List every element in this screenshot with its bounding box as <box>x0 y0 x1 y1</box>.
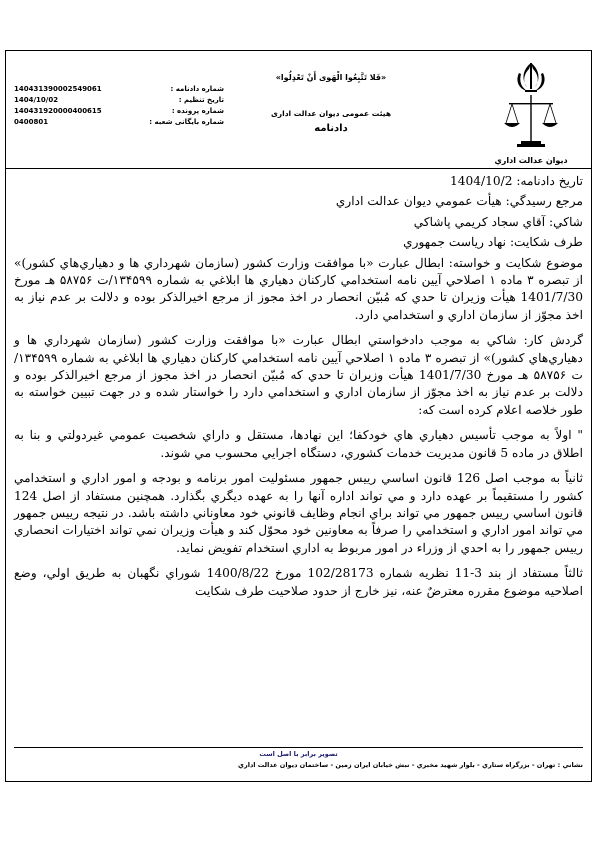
meta-label: شماره دادنامه : <box>170 85 224 93</box>
meta-label: شماره پرونده : <box>171 107 224 115</box>
document-header <box>6 51 591 169</box>
argument-first: " اولاً به موجب تأسيس دهياري هاي خودكفا؛ اين نهادها، مستقل و داراي شخصيت عمومي غيردولتي و بنا به اطلاق در ماده 5 قانون مديريت خدمات كشوري، دستگاه اجرايي محسوب مي شوند. <box>14 428 583 460</box>
argument-second: ثانياً به موجب اصل 126 قانون اساسي رييس جمهور مسئوليت امور برنامه و بودجه و امور اداري و استخدامي كشور را مستقيماً بر عهده دارد و مي تواند اداره آنها را به عهده ديگري بگذارد. همچنين مستفاد از اصل 124 قانون اساسي رييس جمهور مي تواند براي انجام وظايف قانوني خود معاوناني داشته باشد. در نتيجه رييس جمهور مي تواند امور اداري و استخدامي را صرفاً به معاونين خود محوّل كند و هيأت وزيران نمي تواند اختيارات انحصاري رييس جمهور را به احدي از وزراء در امور مربوط به اداري استخدام تفويض نمايد. <box>14 471 583 555</box>
emblem-caption: ديوان عدالت اداري <box>494 156 568 165</box>
meta-label: تاریخ تنظیم : <box>178 96 224 104</box>
meta-row <box>14 84 224 95</box>
board-title: هيئت عمومی ديوان عدالت اداری <box>270 109 392 118</box>
meta-row <box>14 95 224 106</box>
meta-label: شماره بایگانی شعبه : <box>149 118 224 126</box>
iran-emblem-scales-icon <box>501 59 561 154</box>
meta-row <box>14 117 224 128</box>
complainant: شاكي: آقاي سجاد كريمي پاشاكي <box>413 214 583 229</box>
case-procedure: گردش كار: شاكي به موجب دادخواستي ابطال عبارت «با موافقت وزارت كشور (سازمان شهرداري ها و دهياري‌هاي كشور)» از تبصره ۳ ماده ۱ اصلاحي آيين نامه استخدامي كاركنان دهياري ها ابلاغي به شماره ۱۳۴۵۹۹/ت ۵۸۷۵۶ هـ مورخ 1401/7/30 هيأت وزيران تا حدي كه مُبيّن انحصار در اخذ مجوز از مرجع اخيرالذكر بوده و دلالت بر عدم نياز به اخذ مجوّز از سازمان اداري و استخدامي دارد را خواستار شده و در جهت تبيين خواسته به طور خلاصه اعلام كرده است كه: <box>14 333 584 417</box>
document-frame <box>5 50 592 782</box>
document-meta <box>14 84 224 128</box>
document-footer <box>14 747 583 778</box>
certified-copy-note: تصوير برابر با اصل است <box>259 750 338 758</box>
complaint-subject: موضوع شكايت و خواسته: ابطال عبارت «با موافقت وزارت كشور (سازمان شهرداري ها و دهياري‌هاي كشور)» از تبصره ۳ ماده ۱ اصلاحي آيين نامه استخدامي كاركنان دهياري ها ابلاغي به شماره ۱۳۴۵۹۹/ت ۵۸۷۵۶ هـ مورخ 1401/7/30 هيأت وزيران تا حدي كه مُبيّن انحصار در اخذ مجوز از مرجع اخيرالذكر بوده و دلالت بر عدم نياز به اخذ مجوّز از سازمان اداري و استخدامي دارد. <box>14 255 583 322</box>
meta-row <box>14 106 224 117</box>
meta-value: 140431920000400615 <box>14 107 102 115</box>
quran-verse: «فَلا تَتَّبِعُوا الْهَوى أَنْ تَعْدِلُوا» <box>275 73 387 82</box>
ruling-date: تاریخ دادنامه: 1404/10/2 <box>449 174 583 188</box>
ruling-body <box>14 173 583 608</box>
document-type: دادنامه <box>314 123 348 134</box>
court-address: نشاني : تهران - بزرگراه ستاري - بلوار شهيد مخبري - نبش خيابان ايران زمين - ساختمان ديوان عدالت اداري <box>238 761 583 769</box>
reviewing-authority: مرجع رسيدگي: هيأت عمومي ديوان عدالت اداري <box>335 194 583 209</box>
argument-third: ثالثاً مستفاد از بند 3-11 نظريه شماره 102/28173 مورخ 1400/8/22 شوراي نگهبان به طريق اولي، وضع اصلاحيه موضوع مقرره معترضٌ عنه، نيز خارج از حدود صلاحيت طرف شكايت <box>14 566 583 598</box>
meta-value: 1404/10/02 <box>14 96 59 104</box>
emblem <box>489 59 573 165</box>
meta-value: 0400801 <box>14 118 49 126</box>
respondent: طرف شكايت: نهاد رياست جمهوري <box>403 235 583 250</box>
meta-value: 140431390002549061 <box>14 85 102 93</box>
